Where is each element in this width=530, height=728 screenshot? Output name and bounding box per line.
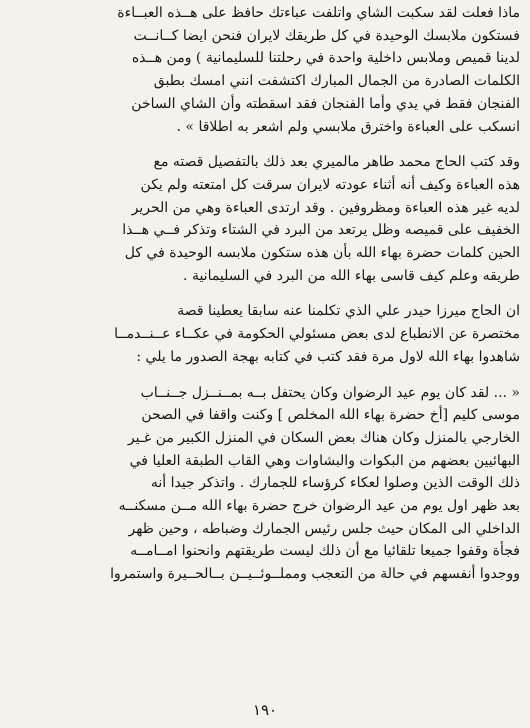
paragraph-tea-incident — [14, 2, 520, 138]
paragraph-haidar-ali-intro — [14, 300, 520, 368]
text-line: بعد ظهر اول يوم من عيد الرضوان خرج حضرة بهاء الله مــن مسكنــه — [118, 498, 520, 515]
text-line: انسكب على العباءة واخترق ملابسي ولم اشعر به اطلاقا » . — [176, 118, 520, 135]
text-line: ماذا فعلت لقد سكبت الشاي واتلفت عباءتك حافظ على هــذه العبــاءة — [117, 5, 520, 21]
text-line: فستكون ملابسك الوحيدة في كل طريقك لايران فنحن ايضا كــانــت — [133, 27, 520, 44]
text-line: موسى كليم [أخ حضرة بهاء الله المخلص ] وكنت واقفا في الصحن — [141, 407, 520, 424]
text-line: الكلمات الصادرة من الجمال المبارك اكتشفت انني امسك بطبق — [153, 73, 520, 90]
text-line: الداخلي الى المكان حيث جلس رئيس الجمارك وضباطه ، وحين ظهر — [128, 520, 520, 537]
text-line: ان الحاج ميرزا حيدر علي الذي تكلمنا عنه سابقا يعطينا قصة — [177, 303, 520, 320]
text-line: طريقه وعلم كيف قاسى بهاء الله من البرد في السليمانية . — [183, 267, 520, 284]
text-line: الفنجان فقط في يدي وأما الفنجان فقد اسقطته وأن الشاي الساخن — [131, 95, 520, 112]
text-line: الحين كلمات حضرة بهاء الله بأن هذه ستكون ملابسه الوحيدة في كل — [124, 245, 520, 262]
text-line: مختصرة عن الانطباع لدى بعض مسئولي الحكومة في عكــاء عــنــدمــا — [114, 326, 520, 343]
text-line: ووجدوا أنفسهم في حالة من التعجب ومملــوئــيــن بــالحــيرة واستمروا — [110, 566, 520, 583]
text-line: لديه غير هذه العباءة ومظروفين . وقد ارتدى العباءة وهي من الحرير — [131, 199, 520, 216]
text-line: « ... لقد كان يوم عيد الرضوان وكان يحتفل بــه بمــنــزل جــنــاب — [140, 384, 520, 401]
text-line: الخفيف على قميصه وظل يرتعد من البرد في الشتاء وتذكر فــي هــذا — [122, 222, 520, 239]
text-line: شاهدوا بهاء الله لاول مرة فقد كتب في كتابه بهجة الصدور ما يلي : — [136, 348, 520, 365]
paragraph-malmiri-story — [14, 151, 520, 287]
text-line: هذه العباءة وكيف أنه أثناء عودته لايران سرقت كل امتعته ولم يكن — [140, 176, 520, 193]
text-line: البهائيين بعضهم من البكوات والبشاوات وهي القاب الطبقة العليا في — [129, 452, 520, 469]
text-line: الخارجي بالمنزل وكان هناك بعض السكان في المنزل الكبير من غـير — [127, 429, 520, 446]
paragraph-ridvan-quote — [14, 382, 520, 586]
text-line: وقد كتب الحاج محمد طاهر مالميري بعد ذلك بالتفصيل قصته مع — [153, 154, 520, 171]
text-line: فجأة وقفوا جميعا تلقائيا مع أن ذلك ليست طريقتهم وانحنوا امــامــه — [130, 543, 520, 560]
page-number: ١٩٠ — [252, 701, 278, 719]
text-line: لدينا قميص وملابس داخلية واحدة في رحلتنا للسليمانية ) ومن هــذه — [131, 50, 520, 67]
document-page — [14, 2, 520, 702]
text-line: ذلك الوقت الذين وصلوا لعكاء كرؤساء للجمارك . واتذكر جيدا أنه — [150, 475, 520, 492]
